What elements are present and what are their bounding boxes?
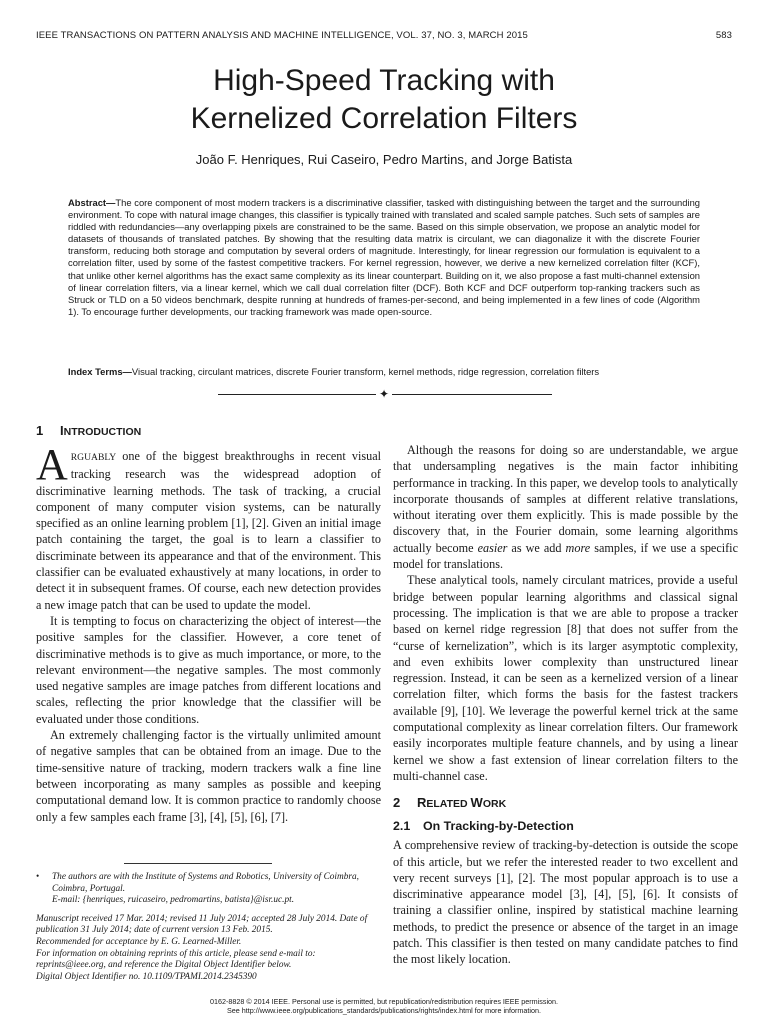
section-number: 1 [36,423,44,438]
author-list: João F. Henriques, Rui Caseiro, Pedro Martins, and Jorge Batista [195,152,573,167]
intro-paragraph-5: These analytical tools, namely circulant matrices, provide a useful bridge between popular learning algorithms and classical signal processing. The implication is that we are able to propose a tracker based on kernel ridge regression [8] that does not suffer from the “curse of kernelization”, which is its larger asymptotic complexity, and even exhibits lower complexity than unstructured linear regression. Instead, it can be seen as a kernelized version of a linear correlation filter, which forms the basis for the fastest trackers available [9], [10]. We leverage the powerful kernel trick at the same computational complexity as linear correlation filters. Our framework easily incorporates multiple feature channels, and by using a linear kernel we show a fast extension of linear correlation filters to the multi-channel case. [393,573,738,783]
copyright-line-1: 0162-8828 © 2014 IEEE. Personal use is permitted, but republication/redistribution requires IEEE permission. [209,997,559,1006]
title-line-2: Kernelized Correlation Filters [190,102,578,135]
section-title-rest: NTRODUCTION [63,426,142,438]
subsection-number: 2.1 [393,819,411,834]
section-heading-related-work [393,794,738,813]
p4-text-a: Although the reasons for doing so are understandable, we argue that undersampling negatives is the main factor inhibiting performance in tracking. In this paper, we develop tools to analytically incorporate thousands of samples at different relative translations, without iterating over them explicitly. This is made possible by the discovery that, in the Fourier domain, some learning algorithms actually become [393,443,738,555]
section-title-rest: ELATED [426,798,471,811]
section-title-initial-2: W [470,795,483,811]
journal-header: IEEE TRANSACTIONS ON PATTERN ANALYSIS AND MACHINE INTELLIGENCE, VOL. 37, NO. 3, MARCH 2015 [36,30,528,41]
manuscript-dates: Manuscript received 17 Mar. 2014; revised 11 July 2014; accepted 28 July 2014. Date of publication 31 July 2014; date of current version 13 Feb. 2015. [36,913,368,936]
page-number: 583 [715,30,732,41]
p4-emphasis-more: more [565,540,591,555]
running-header [36,30,732,44]
lead-word: RGUABLY [70,452,117,463]
related-work-paragraph-1: A comprehensive review of tracking-by-detection is outside the scope of this article, but we refer the interested reader to two excellent and very recent surveys [1], [2]. The most popular approach is to use a discriminative appearance model [3], [4], [5], [6]. It consists of training a classifier online, inspired by statistical machine learning methods, to predict the presence or absence of the target in an image patch. This classifier is then tested on many candidate patches to find the most likely location. [393,838,738,967]
subsection-title: On Tracking-by-Detection [423,819,574,834]
affiliation-note [36,872,381,907]
section-heading-introduction [36,422,381,441]
p4-text-b: as we add [507,540,566,555]
section-title-rest-2: ORK [482,798,507,811]
footnotes [36,872,381,983]
section-title-initial: R [417,795,427,811]
abstract-label: Abstract— [68,197,116,208]
subsection-heading [393,817,738,835]
intro-paragraph-1-text: one of the biggest breakthroughs in recent visual tracking research was the widespread adoption of discriminative learning methods. The task of tracking, a crucial component of many computer vision systems, can be naturally specified as an online learning problem [1], [2]. Given an initial image patch containing the target, the goal is to learn a classifier to discriminate between its appearance and that of the environment. This classifier can be evaluated exhaustively at many locations, in order to detect it in subsequent frames. Of course, each new detection provides a new image patch that can be used to update the model. [36,449,381,612]
p4-text-c: samples, if we use a specific model for translations. [393,540,738,572]
divider-ornament-icon: ✦ [376,386,392,402]
recommended-by: Recommended for acceptance by E. G. Learned-Miller. [36,936,242,947]
intro-paragraph-4 [393,442,738,572]
intro-paragraph-3: An extremely challenging factor is the virtually unlimited amount of negative samples that can be obtained from an image. Due to the time-sensitive nature of tracking, modern trackers walk a fine line between incorporating as many samples as possible and keeping computational demand low. It is common practice to randomly choose only a few samples each frame [3], [4], [5], [6], [7]. [36,728,381,824]
index-terms-text: Visual tracking, circulant matrices, discrete Fourier transform, kernel methods, ridge regression, correlation filters [131,366,600,377]
doi: Digital Object Identifier no. 10.1109/TPAMI.2014.2345390 [36,971,257,982]
title-line-1: High-Speed Tracking with [213,64,555,97]
footnote-rule [124,863,272,864]
index-terms [68,366,700,378]
intro-paragraph-1 [36,440,381,613]
drop-cap: A [36,440,68,489]
affiliation-text: The authors are with the Institute of Systems and Robotics, University of Coimbra, Coimbra, Portugal. [52,872,359,894]
section-title-initial: I [60,423,64,438]
bullet-icon: • [36,872,40,882]
abstract [68,197,700,318]
intro-paragraph-2: It is tempting to focus on characterizing the object of interest—the positive samples for the classifier. However, a core tenet of discriminative methods is to give as much importance, or more, to the relevant environment—the negative samples. The most commonly used negative samples are image patches from different locations and scales, reflecting the prior knowledge that the classifier will be evaluated under those conditions. [36,613,381,726]
right-column [393,442,738,968]
paper-title [0,62,768,138]
index-terms-label: Index Terms— [68,366,132,377]
left-column [36,422,381,825]
copyright-notice [0,997,768,1015]
abstract-text: The core component of most modern trackers is a discriminative classifier, tasked with distinguishing between the target and the surrounding environment. To cope with natural image changes, this classifier is typically trained with translated and scaled sample patches. Such sets of samples are riddled with redundancies—any overlapping pixels are constrained to be the same. Based on this simple observation, we propose an analytic model for datasets of thousands of translated patches. By showing that the resulting data matrix is circulant, we can diagonalize it with the discrete Fourier transform, reducing both storage and computation by several orders of magnitude. Interestingly, for linear regression our formulation is equivalent to a correlation filter, used by some of the fastest competitive trackers. For kernel regression, however, we derive a new kernelized correlation filter (KCF), that unlike other kernel algorithms has the exact same complexity as its linear counterpart. Building on it, we also propose a fast multi-channel extension of linear correlation filters, via a linear kernel, which we call dual correlation filter (DCF). Both KCF and DCF outperform top-ranking trackers such as Struck or TLD on a 50 videos benchmark, despite running at hundreds of frames-per-second, and being implemented in a few lines of code (Algorithm 1). To encourage further developments, our tracking framework was made open-source. [68,197,700,317]
section-number: 2 [393,795,401,811]
copyright-line-2: See http://www.ieee.org/publications_standards/publications/rights/index.html for more information. [226,1006,542,1015]
affiliation-email: E-mail: {henriques, ruicaseiro, pedromartins, batista}@isr.uc.pt. [52,895,295,906]
reprints-info: For information on obtaining reprints of this article, please send e-mail to: reprints@ieee.org, and reference the Digital Object Identifier below. [36,948,316,971]
p4-emphasis-easier: easier [477,540,508,555]
